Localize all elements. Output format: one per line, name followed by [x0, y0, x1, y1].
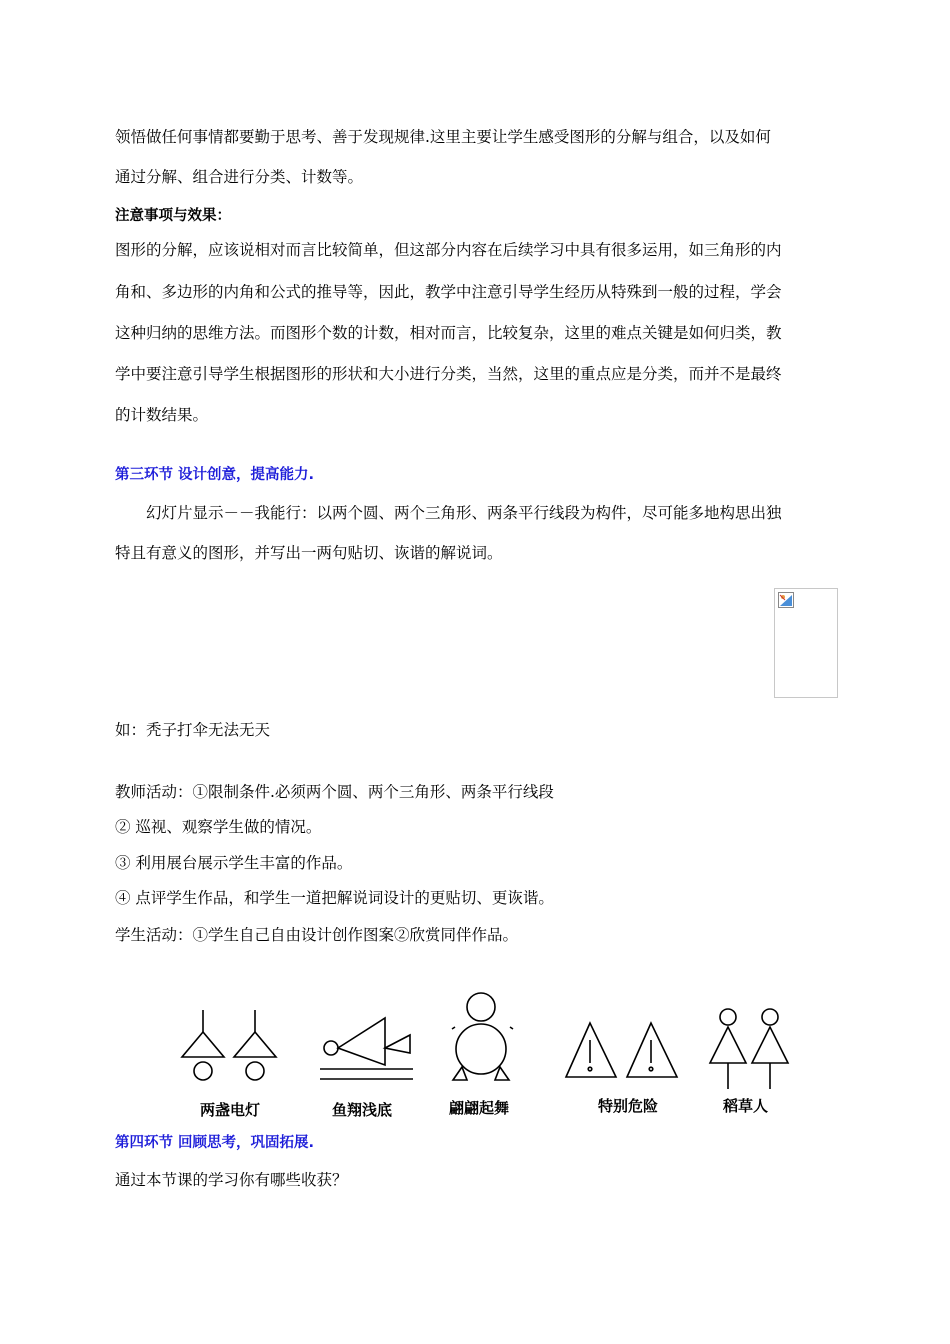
figure-caption: 两盏电灯: [200, 1101, 261, 1119]
student-activity: 学生活动：①学生自己自由设计创作图案②欣赏同伴作品。: [115, 926, 519, 944]
paragraph-line: 通过分解、组合进行分类、计数等。: [115, 168, 364, 186]
paragraph-line: 领悟做任何事情都要勤于思考、善于发现规律.这里主要让学生感受图形的分解与组合，以及如何: [115, 128, 771, 146]
figure-caption: 鱼翔浅底: [332, 1101, 393, 1119]
teacher-activity: 教师活动：①限制条件.必须两个圆、两个三角形、两条平行线段: [115, 783, 554, 801]
figure-caption: 特别危险: [598, 1097, 659, 1115]
teacher-activity: ③ 利用展台展示学生丰富的作品。: [115, 854, 353, 872]
paragraph-line: 特且有意义的图形，并写出一两句贴切、诙谐的解说词。: [115, 544, 503, 562]
reflection-question: 通过本节课的学习你有哪些收获？: [115, 1171, 348, 1189]
dancer-figure: [452, 993, 513, 1080]
example-line: 如：秃子打伞无法无天: [115, 721, 271, 739]
paragraph-line: 角和、多边形的内角和公式的推导等，因此，教学中注意引导学生经历从特殊到一般的过程，学会: [115, 283, 782, 301]
two-lamps-figure: [182, 1010, 276, 1080]
paragraph-line: 学中要注意引导学生根据图形的形状和大小进行分类，当然，这里的重点应是分类，而并不是最终: [115, 365, 782, 383]
teacher-activity: ④ 点评学生作品，和学生一道把解说词设计的更贴切、更诙谐。: [115, 889, 554, 907]
figure-row: [170, 985, 810, 1125]
paragraph-line: 图形的分解，应该说相对而言比较简单，但这部分内容在后续学习中具有很多运用，如三角形的内: [115, 241, 782, 259]
figure-caption: 翩翩起舞: [449, 1099, 510, 1117]
section3-heading: 第三环节 设计创意，提高能力.: [115, 467, 315, 483]
fish-figure: [320, 1018, 413, 1079]
notes-heading: 注意事项与效果：: [115, 208, 231, 224]
scarecrow-figure: [710, 1009, 788, 1089]
broken-image-placeholder: [774, 588, 838, 698]
paragraph-line: 幻灯片显示－－我能行：以两个圆、两个三角形、两条平行线段为构件，尽可能多地构思出独: [146, 504, 782, 522]
paragraph-line: 这种归纳的思维方法。而图形个数的计数，相对而言，比较复杂，这里的难点关键是如何归类，教: [115, 324, 782, 342]
section4-heading: 第四环节 回顾思考，巩固拓展.: [115, 1135, 315, 1151]
figure-caption: 稻草人: [723, 1097, 769, 1115]
broken-image-icon: [778, 592, 794, 608]
teacher-activity: ② 巡视、观察学生做的情况。: [115, 818, 322, 836]
figure-drawings: [170, 985, 810, 1095]
paragraph-line: 的计数结果。: [115, 406, 209, 424]
danger-figure: [566, 1023, 677, 1077]
